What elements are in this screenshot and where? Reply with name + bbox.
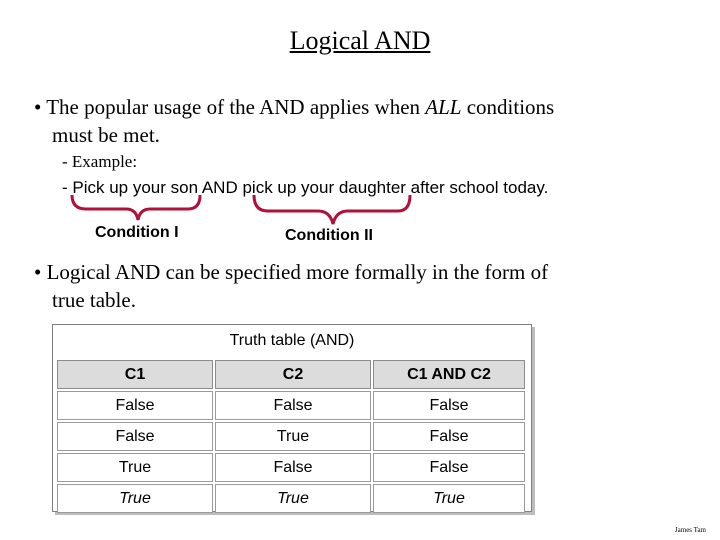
table-row [57, 484, 525, 513]
brace-condition-2 [254, 195, 410, 224]
bullet-formal-spec [34, 258, 548, 314]
header-c2: C2 [215, 360, 371, 389]
header-c1-and-c2: C1 AND C2 [373, 360, 525, 389]
table-cell: False [57, 391, 213, 420]
example-label: - Example: [62, 152, 138, 171]
slide-title: Logical AND [289, 26, 431, 55]
truth-table-header-row [57, 360, 525, 389]
truth-table-panel [52, 324, 532, 512]
table-cell: False [215, 391, 371, 420]
table-row [57, 453, 525, 482]
example-text: - Pick up your son AND pick up your daughter after school today. [62, 178, 549, 197]
table-cell: True [215, 422, 371, 451]
bullet-formal-spec-line2: true table. [52, 288, 136, 312]
brace-condition-1 [72, 195, 200, 220]
bullet-popular-usage-line2: must be met. [52, 123, 160, 147]
truth-table-caption: Truth table (AND) [229, 332, 355, 349]
table-cell: True [57, 484, 213, 513]
truth-table [55, 358, 527, 515]
bullet-formal-spec-line1: • Logical AND can be specified more formally in the form of [34, 260, 549, 284]
condition-2-label: Condition II [285, 227, 373, 244]
table-row [57, 422, 525, 451]
table-cell: False [373, 422, 525, 451]
condition-1-label: Condition I [95, 224, 179, 241]
table-cell: True [373, 484, 525, 513]
table-cell: True [215, 484, 371, 513]
emphasis-all: ALL [425, 95, 462, 119]
table-cell: True [57, 453, 213, 482]
bullet-popular-usage-line1: • The popular usage of the AND applies when ALL conditions [34, 95, 555, 119]
header-c1: C1 [57, 360, 213, 389]
table-cell: False [57, 422, 213, 451]
table-cell: False [373, 453, 525, 482]
table-row [57, 391, 525, 420]
table-cell: False [215, 453, 371, 482]
author-footer: James Tam [674, 526, 706, 534]
table-cell: False [373, 391, 525, 420]
